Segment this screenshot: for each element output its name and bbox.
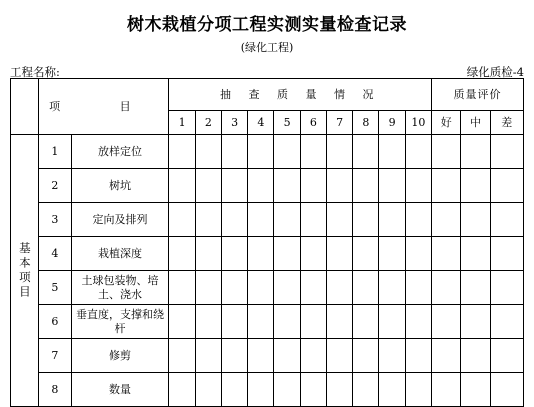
empty-cell bbox=[379, 135, 405, 169]
empty-cell bbox=[300, 169, 326, 203]
empty-cell bbox=[432, 271, 461, 305]
empty-cell bbox=[326, 305, 352, 339]
empty-cell bbox=[379, 305, 405, 339]
empty-cell bbox=[195, 203, 221, 237]
empty-cell bbox=[248, 237, 274, 271]
empty-cell bbox=[353, 203, 379, 237]
empty-cell bbox=[490, 271, 523, 305]
empty-cell bbox=[221, 135, 247, 169]
empty-cell bbox=[248, 339, 274, 373]
empty-cell bbox=[169, 339, 195, 373]
empty-cell bbox=[461, 271, 490, 305]
empty-cell bbox=[490, 169, 523, 203]
empty-cell bbox=[274, 135, 300, 169]
check-column-header: 10 bbox=[405, 111, 431, 135]
row-item: 数量 bbox=[71, 373, 169, 407]
empty-cell bbox=[461, 305, 490, 339]
empty-cell bbox=[432, 373, 461, 407]
row-item: 土球包装物、培土、浇水 bbox=[71, 271, 169, 305]
empty-cell bbox=[353, 135, 379, 169]
empty-cell bbox=[195, 271, 221, 305]
empty-cell bbox=[326, 237, 352, 271]
table-row bbox=[11, 373, 524, 407]
empty-cell bbox=[379, 373, 405, 407]
empty-cell bbox=[405, 203, 431, 237]
row-number: 4 bbox=[39, 237, 71, 271]
table-row bbox=[11, 135, 524, 169]
empty-cell bbox=[169, 237, 195, 271]
empty-cell bbox=[195, 135, 221, 169]
empty-cell bbox=[461, 203, 490, 237]
empty-cell bbox=[379, 203, 405, 237]
project-name-label: 工程名称: bbox=[10, 65, 60, 79]
empty-cell bbox=[248, 203, 274, 237]
empty-cell bbox=[274, 305, 300, 339]
empty-cell bbox=[274, 169, 300, 203]
empty-cell bbox=[195, 237, 221, 271]
eval-header: 质量评价 bbox=[432, 79, 524, 111]
empty-cell bbox=[432, 339, 461, 373]
eval-column-header: 好 bbox=[432, 111, 461, 135]
empty-cell bbox=[379, 339, 405, 373]
category-cell bbox=[11, 135, 39, 407]
header-blank-cell bbox=[11, 79, 39, 135]
empty-cell bbox=[461, 339, 490, 373]
empty-cell bbox=[379, 271, 405, 305]
row-item: 树坑 bbox=[71, 169, 169, 203]
row-number: 3 bbox=[39, 203, 71, 237]
empty-cell bbox=[274, 237, 300, 271]
empty-cell bbox=[405, 271, 431, 305]
table-row bbox=[11, 203, 524, 237]
empty-cell bbox=[326, 271, 352, 305]
eval-column-header: 差 bbox=[490, 111, 523, 135]
empty-cell bbox=[169, 373, 195, 407]
empty-cell bbox=[300, 373, 326, 407]
empty-cell bbox=[221, 373, 247, 407]
empty-cell bbox=[248, 373, 274, 407]
empty-cell bbox=[195, 339, 221, 373]
table-row bbox=[11, 339, 524, 373]
empty-cell bbox=[274, 373, 300, 407]
empty-cell bbox=[221, 305, 247, 339]
check-header: 抽 查 质 量 情 况 bbox=[169, 79, 432, 111]
row-number: 5 bbox=[39, 271, 71, 305]
check-column-header: 7 bbox=[326, 111, 352, 135]
check-column-header: 8 bbox=[353, 111, 379, 135]
inspection-table bbox=[10, 78, 524, 407]
empty-cell bbox=[326, 373, 352, 407]
category-label: 基本项目 bbox=[17, 241, 32, 300]
row-number: 1 bbox=[39, 135, 71, 169]
empty-cell bbox=[353, 339, 379, 373]
empty-cell bbox=[274, 203, 300, 237]
check-column-header: 6 bbox=[300, 111, 326, 135]
check-column-header: 2 bbox=[195, 111, 221, 135]
empty-cell bbox=[221, 237, 247, 271]
empty-cell bbox=[379, 169, 405, 203]
empty-cell bbox=[221, 203, 247, 237]
empty-cell bbox=[353, 237, 379, 271]
empty-cell bbox=[195, 373, 221, 407]
empty-cell bbox=[326, 339, 352, 373]
empty-cell bbox=[248, 169, 274, 203]
empty-cell bbox=[300, 305, 326, 339]
empty-cell bbox=[405, 135, 431, 169]
empty-cell bbox=[221, 271, 247, 305]
empty-cell bbox=[353, 169, 379, 203]
empty-cell bbox=[221, 339, 247, 373]
empty-cell bbox=[405, 373, 431, 407]
empty-cell bbox=[195, 169, 221, 203]
empty-cell bbox=[169, 305, 195, 339]
table-row bbox=[11, 271, 524, 305]
empty-cell bbox=[353, 271, 379, 305]
empty-cell bbox=[405, 339, 431, 373]
empty-cell bbox=[300, 135, 326, 169]
empty-cell bbox=[274, 271, 300, 305]
row-number: 7 bbox=[39, 339, 71, 373]
form-code: 绿化质检-4 bbox=[466, 65, 524, 79]
empty-cell bbox=[248, 271, 274, 305]
empty-cell bbox=[405, 237, 431, 271]
row-item: 栽植深度 bbox=[71, 237, 169, 271]
empty-cell bbox=[353, 373, 379, 407]
empty-cell bbox=[490, 237, 523, 271]
empty-cell bbox=[300, 339, 326, 373]
empty-cell bbox=[248, 135, 274, 169]
empty-cell bbox=[432, 169, 461, 203]
empty-cell bbox=[326, 169, 352, 203]
empty-cell bbox=[461, 135, 490, 169]
empty-cell bbox=[300, 203, 326, 237]
empty-cell bbox=[490, 339, 523, 373]
page-title: 树木栽植分项工程实测实量检查记录 bbox=[127, 15, 407, 35]
empty-cell bbox=[195, 305, 221, 339]
empty-cell bbox=[169, 169, 195, 203]
row-number: 2 bbox=[39, 169, 71, 203]
empty-cell bbox=[490, 373, 523, 407]
empty-cell bbox=[300, 237, 326, 271]
empty-cell bbox=[169, 271, 195, 305]
empty-cell bbox=[169, 203, 195, 237]
empty-cell bbox=[274, 339, 300, 373]
empty-cell bbox=[461, 169, 490, 203]
empty-cell bbox=[461, 373, 490, 407]
empty-cell bbox=[490, 305, 523, 339]
empty-cell bbox=[405, 305, 431, 339]
empty-cell bbox=[326, 203, 352, 237]
empty-cell bbox=[326, 135, 352, 169]
check-column-header: 5 bbox=[274, 111, 300, 135]
row-item: 垂直度，支撑和绕杆 bbox=[71, 305, 169, 339]
empty-cell bbox=[461, 237, 490, 271]
check-column-header: 1 bbox=[169, 111, 195, 135]
row-item: 放样定位 bbox=[71, 135, 169, 169]
empty-cell bbox=[432, 203, 461, 237]
row-item: 定向及排列 bbox=[71, 203, 169, 237]
empty-cell bbox=[432, 305, 461, 339]
eval-column-header: 中 bbox=[461, 111, 490, 135]
empty-cell bbox=[353, 305, 379, 339]
empty-cell bbox=[432, 237, 461, 271]
empty-cell bbox=[169, 135, 195, 169]
table-row bbox=[11, 237, 524, 271]
check-column-header: 3 bbox=[221, 111, 247, 135]
check-column-header: 9 bbox=[379, 111, 405, 135]
items-header: 项 目 bbox=[39, 79, 169, 135]
empty-cell bbox=[490, 203, 523, 237]
check-column-header: 4 bbox=[248, 111, 274, 135]
empty-cell bbox=[432, 135, 461, 169]
table-row bbox=[11, 169, 524, 203]
page-subtitle: (绿化工程) bbox=[240, 41, 294, 54]
row-number: 6 bbox=[39, 305, 71, 339]
table-row bbox=[11, 305, 524, 339]
empty-cell bbox=[221, 169, 247, 203]
empty-cell bbox=[248, 305, 274, 339]
empty-cell bbox=[405, 169, 431, 203]
empty-cell bbox=[490, 135, 523, 169]
row-item: 修剪 bbox=[71, 339, 169, 373]
row-number: 8 bbox=[39, 373, 71, 407]
empty-cell bbox=[379, 237, 405, 271]
empty-cell bbox=[300, 271, 326, 305]
